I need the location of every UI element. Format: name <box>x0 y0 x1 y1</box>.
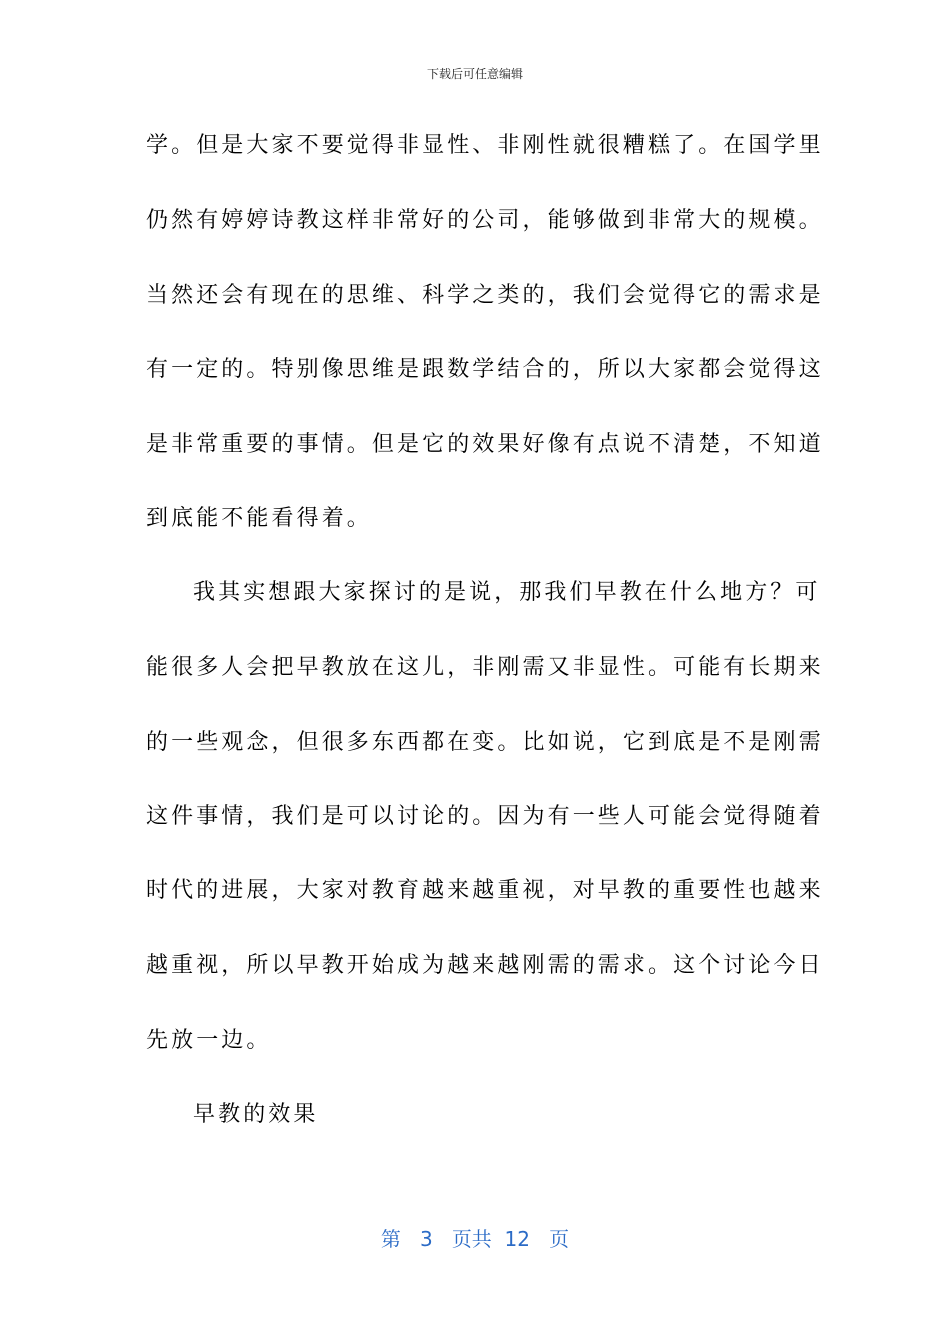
paragraph-line: 学。但是大家不要觉得非显性、非刚性就很糟糕了。在国学里 <box>146 133 824 158</box>
footer-middle: 页共 <box>451 1227 492 1251</box>
paragraph-line: 到底能不能看得着。 <box>146 506 372 531</box>
paragraph-line: 先放一边。 <box>146 1028 272 1053</box>
paragraph-line: 越重视，所以早教开始成为越来越刚需的需求。这个讨论今日 <box>146 953 824 978</box>
footer-prefix: 第 <box>380 1227 401 1251</box>
section-heading: 早教的效果 <box>193 1102 319 1127</box>
page-number-footer <box>0 1226 950 1252</box>
paragraph-line: 我其实想跟大家探讨的是说，那我们早教在什么地方？可 <box>193 580 821 605</box>
paragraph-line: 时代的进展，大家对教育越来越重视，对早教的重要性也越来 <box>146 878 824 903</box>
footer-suffix: 页 <box>549 1227 570 1251</box>
paragraph-line: 是非常重要的事情。但是它的效果好像有点说不清楚，不知道 <box>146 432 824 457</box>
page-header-note: 下载后可任意编辑 <box>426 67 523 81</box>
paragraph-line: 能很多人会把早教放在这儿，非刚需又非显性。可能有长期来 <box>146 655 824 680</box>
paragraph-line: 仍然有婷婷诗教这样非常好的公司，能够做到非常大的规模。 <box>146 208 824 233</box>
paragraph-line: 有一定的。特别像思维是跟数学结合的，所以大家都会觉得这 <box>146 357 824 382</box>
current-page-number: 3 <box>420 1227 433 1251</box>
paragraph-line: 的一些观念，但很多东西都在变。比如说，它到底是不是刚需 <box>146 730 824 755</box>
total-pages-number: 12 <box>504 1227 530 1251</box>
paragraph-line: 这件事情，我们是可以讨论的。因为有一些人可能会觉得随着 <box>146 804 824 829</box>
paragraph-line: 当然还会有现在的思维、科学之类的，我们会觉得它的需求是 <box>146 283 824 308</box>
